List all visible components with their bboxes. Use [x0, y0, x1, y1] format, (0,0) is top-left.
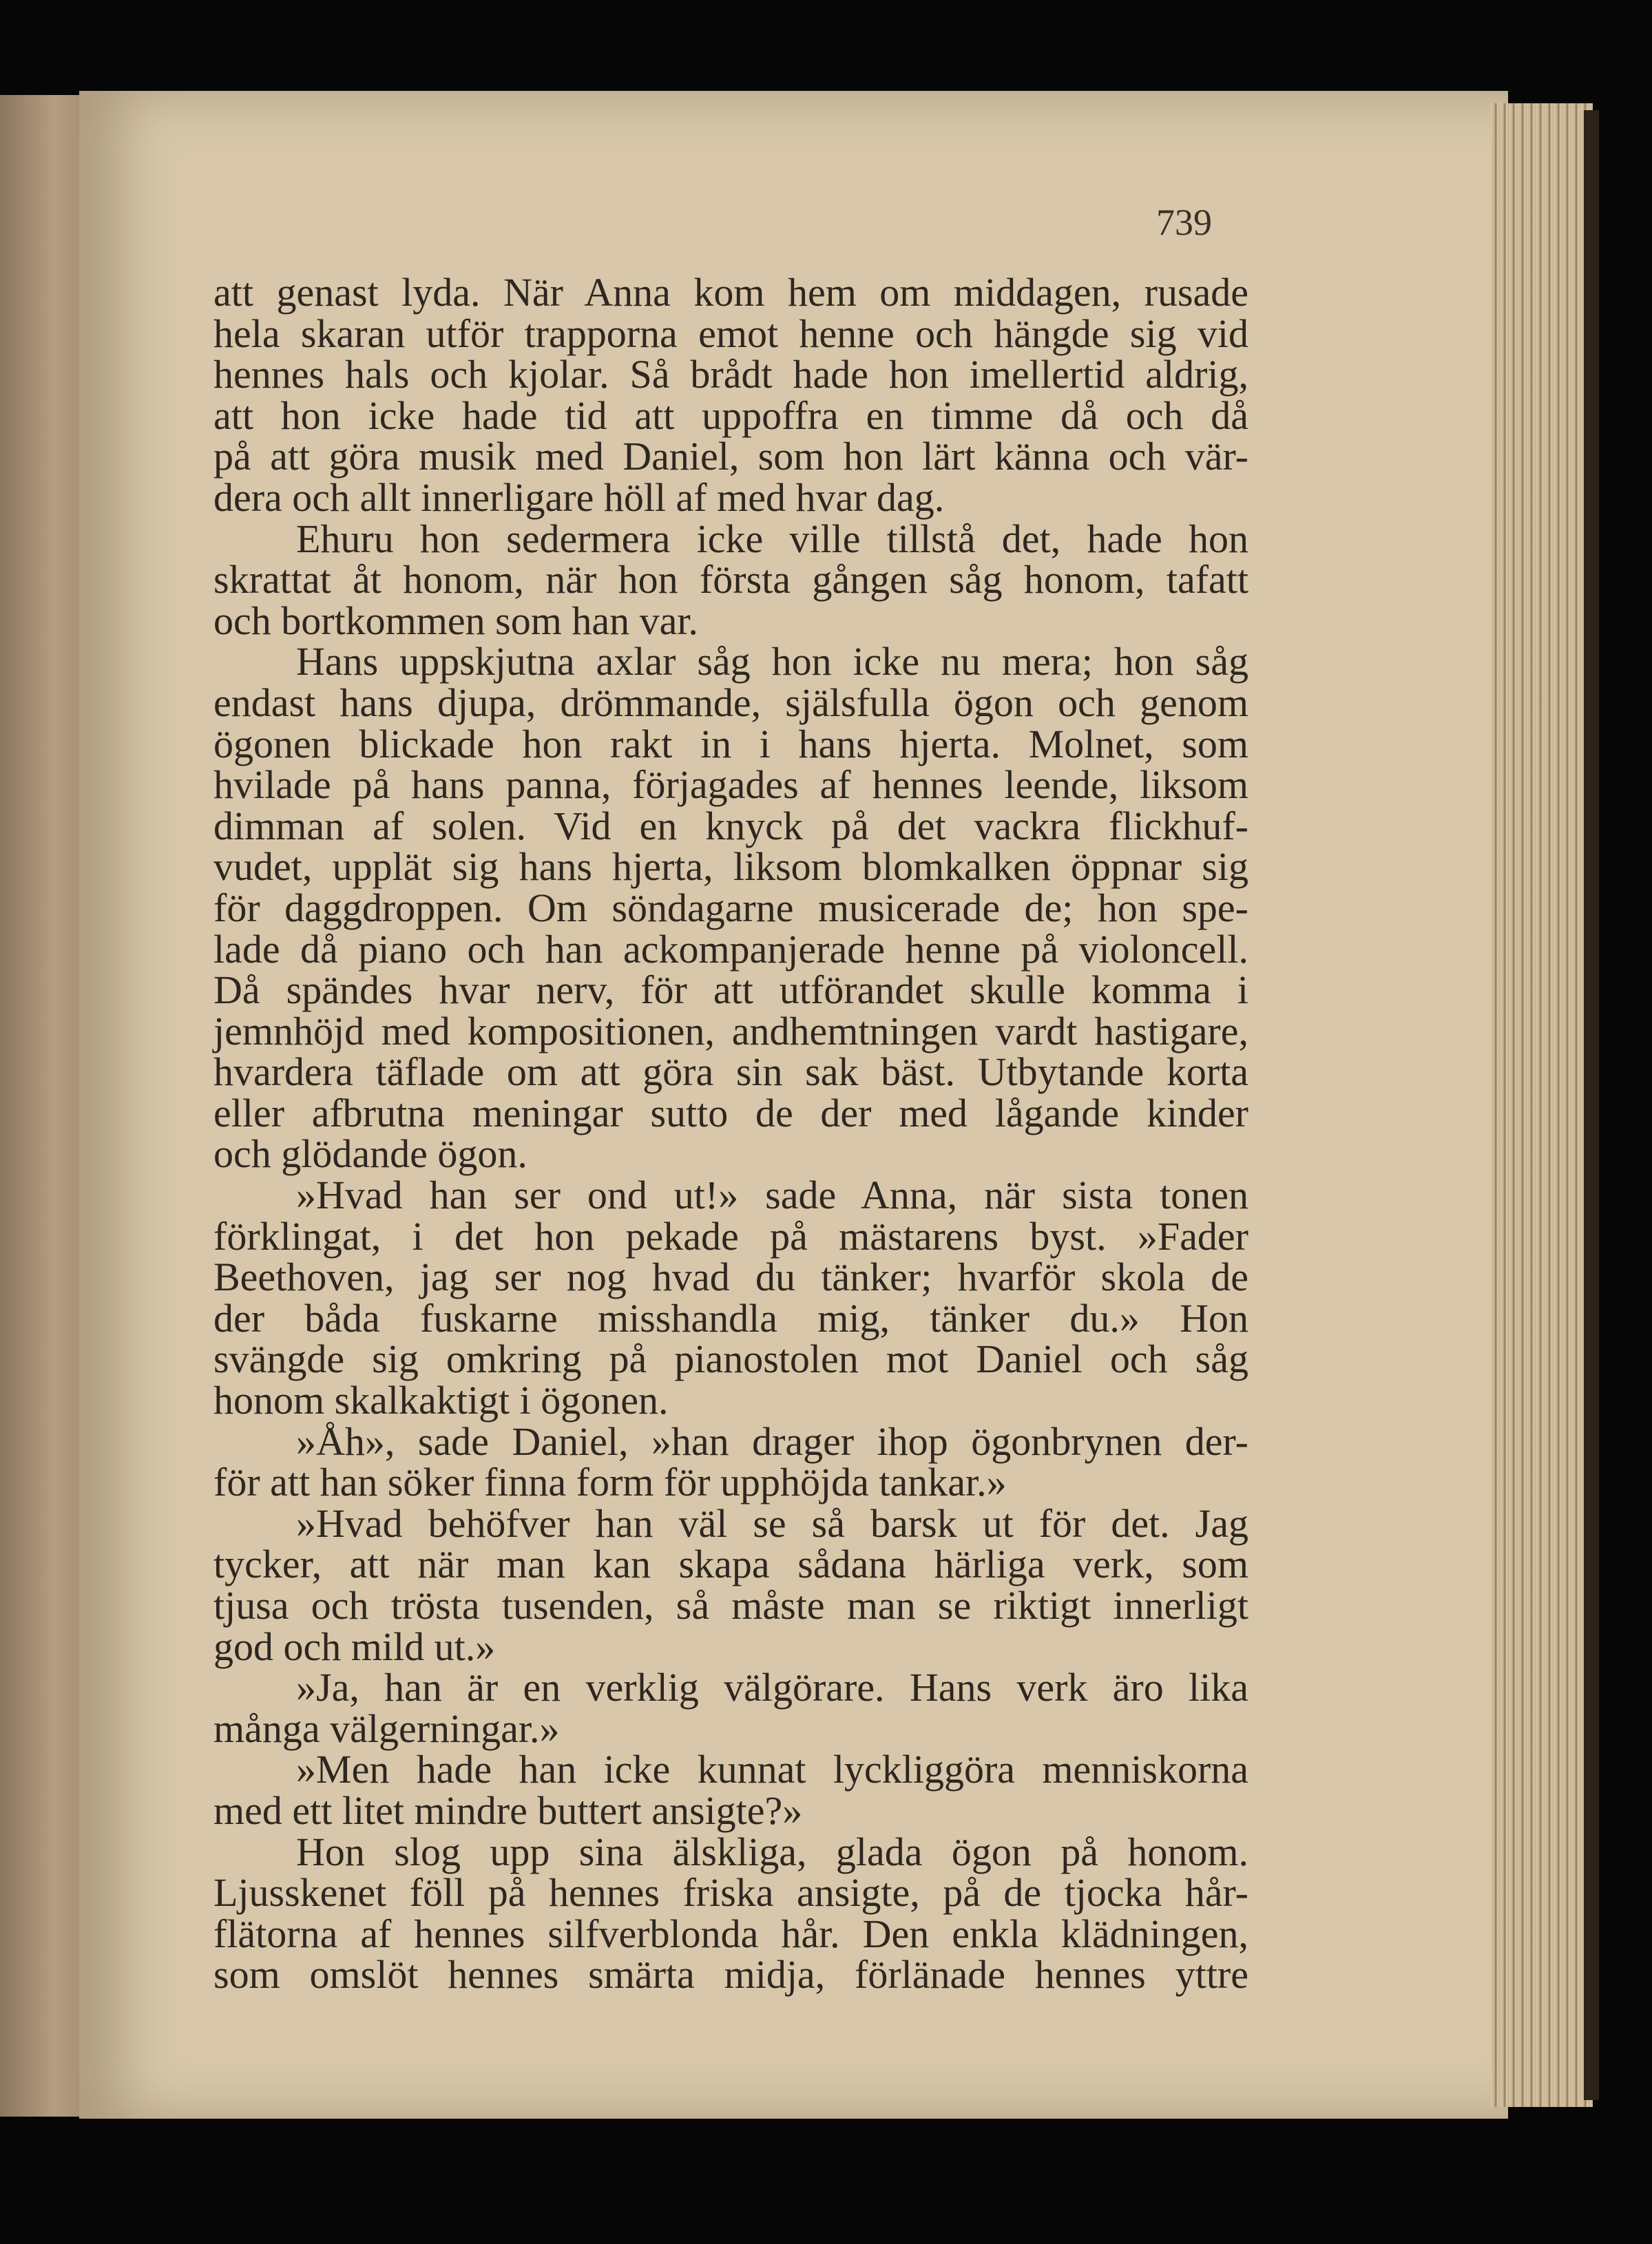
text-line: »Men hade han icke kunnat lyckliggöra menniskorna — [296, 1747, 1248, 1792]
text-line: tycker, att när man kan skapa sådana härliga verk, som — [213, 1542, 1248, 1587]
text-line: skrattat åt honom, när hon första gången såg honom, tafatt — [213, 557, 1248, 602]
text-line: svängde sig omkring på pianostolen mot Daniel och såg — [213, 1336, 1248, 1382]
text-line: ögonen blickade hon rakt in i hans hjerta. Molnet, som — [213, 721, 1248, 766]
text-line: flätorna af hennes silfverblonda hår. Den enkla klädningen, — [213, 1911, 1248, 1956]
text-line: »Hvad behöfver han väl se så barsk ut för det. Jag — [296, 1500, 1248, 1546]
page-stack-edge — [1491, 103, 1593, 2107]
text-line: Ehuru hon sedermera icke ville tillstå det, hade hon — [296, 516, 1248, 561]
text-line: att hon icke hade tid att uppoffra en timme då och då — [213, 392, 1248, 438]
text-line: dera och allt innerligare höll af med hvar dag. — [213, 474, 945, 520]
text-line: hela skaran utför trapporna emot henne och hängde sig vid — [213, 311, 1248, 356]
text-line: »Åh», sade Daniel, »han drager ihop ögonbrynen der- — [296, 1418, 1248, 1464]
text-line: Hans uppskjutna axlar såg hon icke nu mera; hon såg — [296, 639, 1248, 684]
text-line: honom skalkaktigt i ögonen. — [213, 1378, 669, 1423]
text-line: Beethoven, jag ser nog hvad du tänker; hvarför skola de — [213, 1255, 1248, 1300]
text-line: hvilade på hans panna, förjagades af hennes leende, liksom — [213, 762, 1248, 808]
text-line: Då spändes hvar nerv, för att utförandet skulle komma i — [213, 967, 1248, 1013]
text-line: jemnhöjd med kompositionen, andhemtningen vardt hastigare, — [213, 1008, 1248, 1053]
text-line: Ljusskenet föll på hennes friska ansigte, på de tjocka hår- — [213, 1870, 1248, 1916]
text-line: eller afbrutna meningar sutto de der med lågande kinder — [213, 1090, 1248, 1135]
text-line: der båda fuskarne misshandla mig, tänker du.» Hon — [213, 1295, 1248, 1341]
text-line: »Ja, han är en verklig välgörare. Hans verk äro lika — [296, 1665, 1248, 1710]
text-line: »Hvad han ser ond ut!» sade Anna, när sista tonen — [296, 1173, 1248, 1218]
text-line: för daggdroppen. Om söndagarne musicerade de; hon spe- — [213, 885, 1248, 930]
text-line: förklingat, i det hon pekade på mästarens byst. »Fader — [213, 1213, 1248, 1259]
text-line: att genast lyda. När Anna kom hem om middagen, rusade — [213, 270, 1248, 315]
text-line: lade då piano och han ackompanjerade henne på violoncell. — [213, 926, 1248, 972]
text-line: dimman af solen. Vid en knyck på det vackra flickhuf- — [213, 803, 1248, 848]
text-line: hvardera täflade om att göra sin sak bäst. Utbytande korta — [213, 1049, 1248, 1095]
text-line: god och mild ut.» — [213, 1624, 496, 1669]
text-line: som omslöt hennes smärta midja, förlänade hennes yttre — [213, 1952, 1248, 1997]
body-text — [213, 272, 1248, 1995]
text-line: med ett litet mindre buttert ansigte?» — [213, 1787, 803, 1833]
text-line: tjusa och trösta tusenden, så måste man se riktigt innerligt — [213, 1583, 1248, 1628]
text-line: och bortkommen som han var. — [213, 598, 698, 643]
page-number: 739 — [1156, 202, 1212, 243]
text-line: många välgerningar.» — [213, 1706, 560, 1751]
text-line: Hon slog upp sina älskliga, glada ögon på honom. — [296, 1829, 1248, 1874]
text-line: och glödande ögon. — [213, 1131, 527, 1177]
text-line: vudet, upplät sig hans hjerta, liksom blomkalken öppnar sig — [213, 844, 1248, 890]
book-cover-edge — [1584, 110, 1599, 2100]
text-line: hennes hals och kjolar. Så brådt hade hon imellertid aldrig, — [213, 352, 1248, 397]
text-line: endast hans djupa, drömmande, själsfulla ögon och genom — [213, 680, 1248, 725]
text-line: för att han söker finna form för upphöjda tankar.» — [213, 1460, 1007, 1505]
text-line: på att göra musik med Daniel, som hon lärt känna och vär- — [213, 434, 1248, 479]
